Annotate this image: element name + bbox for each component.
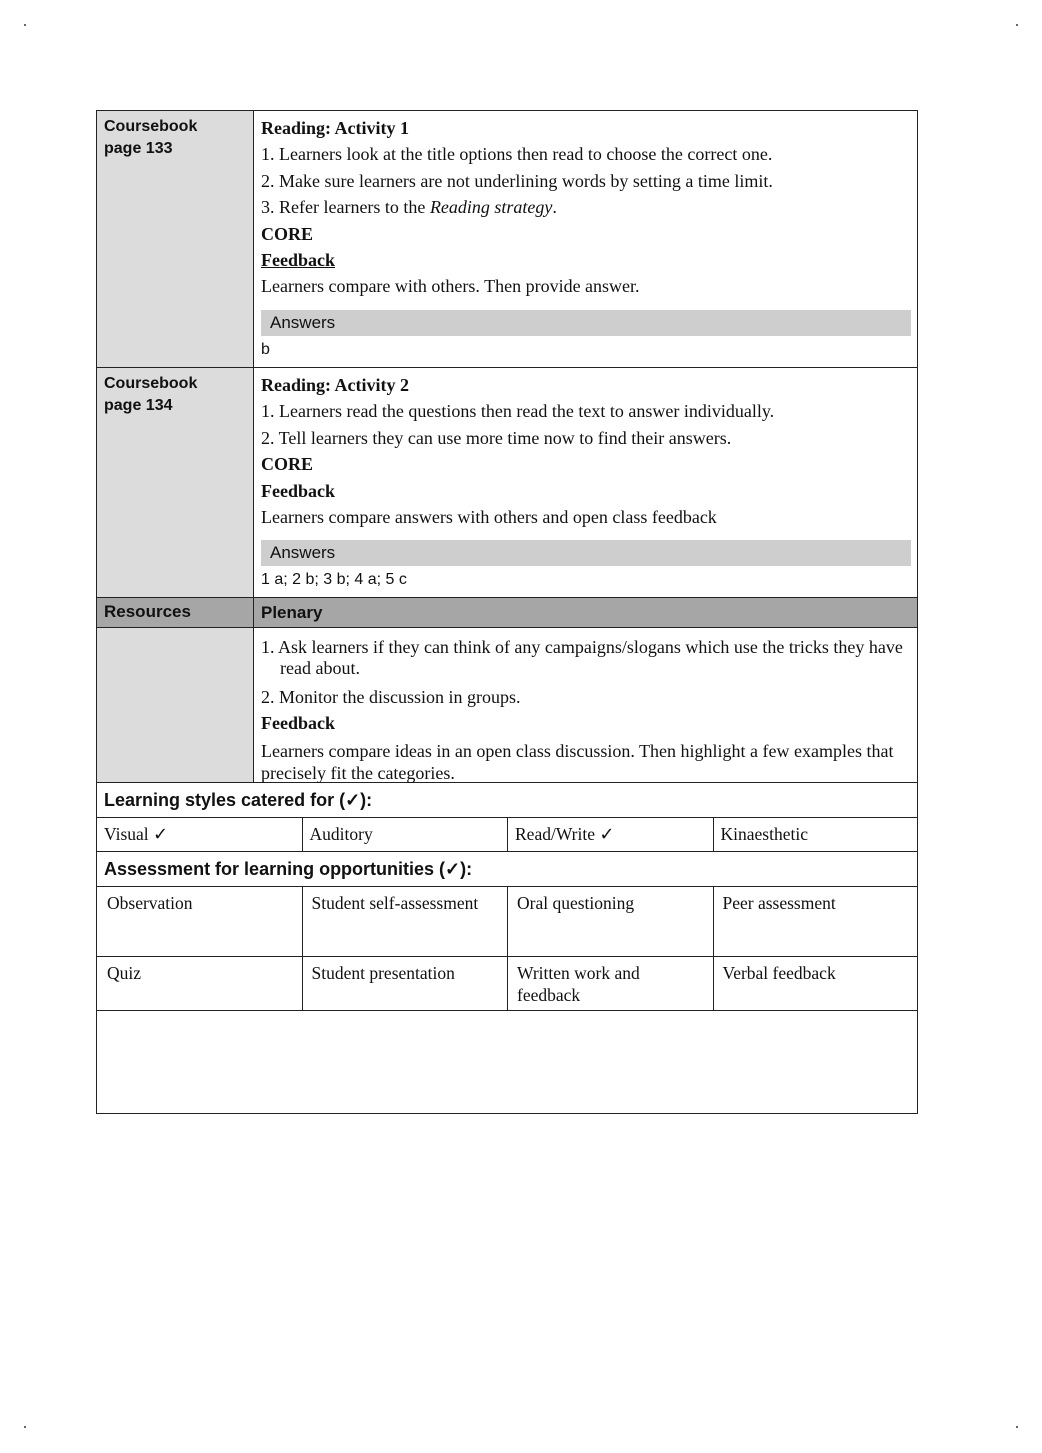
activity-1-content	[254, 111, 917, 367]
resource-page: page 133	[104, 140, 173, 157]
learning-styles-heading-row	[97, 783, 917, 818]
resource-line: Coursebook	[104, 375, 198, 392]
assessment-cell: Verbal feedback	[722, 963, 836, 983]
resource-page: page 134	[104, 397, 173, 414]
style-label: Kinaesthetic	[720, 824, 808, 844]
check-icon: ✓	[153, 824, 169, 845]
learning-style-visual	[97, 818, 303, 851]
plenary-resource-cell	[97, 628, 254, 782]
activity-title: Reading: Activity 2	[261, 375, 409, 395]
feedback-text: Learners compare with others. Then provide answer.	[261, 276, 640, 297]
plenary-header: Plenary	[254, 598, 917, 627]
core-label: CORE	[261, 454, 314, 475]
step-text: 3. Refer learners to the	[261, 197, 430, 218]
assessment-cell: Written work and feedback	[508, 957, 714, 1010]
feedback-label: Feedback	[261, 250, 335, 271]
core-label: CORE	[261, 223, 314, 244]
style-label: Auditory	[309, 824, 373, 844]
learning-styles-row	[97, 818, 917, 852]
corner-mark-bottom-left	[24, 1426, 26, 1428]
plenary-content	[254, 628, 917, 782]
answers-value: b	[261, 340, 270, 358]
assessment-cell: Student presentation	[303, 957, 509, 1010]
corner-mark-top-left	[24, 24, 26, 26]
plenary-header-row	[97, 598, 917, 628]
step-item: 2. Tell learners they can use more time now to find their answers.	[261, 427, 732, 448]
activity-2-content	[254, 368, 917, 597]
learning-style-read-write	[508, 818, 714, 851]
assessment-row-2	[97, 957, 917, 1011]
activity-2-row	[97, 368, 917, 598]
answers-header: Answers	[261, 540, 911, 566]
check-icon: ✓	[599, 824, 615, 845]
resource-line: Coursebook	[104, 118, 198, 135]
resources-header: Resources	[97, 598, 254, 627]
learning-style-kinaesthetic	[714, 818, 918, 851]
feedback-text: Learners compare ideas in an open class discussion. Then highlight a few examples that precisely fit the categories.	[261, 740, 894, 783]
style-label: Visual	[104, 824, 149, 844]
activity-title: Reading: Activity 1	[261, 118, 409, 138]
plenary-row	[97, 628, 917, 783]
answers-value: 1 a; 2 b; 3 b; 4 a; 5 c	[261, 571, 407, 589]
step-item	[261, 194, 911, 220]
corner-mark-bottom-right	[1016, 1426, 1018, 1428]
activity-1-resource	[97, 111, 254, 367]
assessment-cell: Peer assessment	[722, 893, 836, 913]
corner-mark-top-right	[1016, 24, 1018, 26]
assessment-heading-row	[97, 852, 917, 887]
assessment-cell: Oral questioning	[508, 887, 714, 956]
step-item: 1. Learners look at the title options then read to choose the correct one.	[261, 144, 773, 165]
assessment-row-1	[97, 887, 917, 957]
assessment-heading: Assessment for learning opportunities (✓):	[104, 859, 473, 879]
step-text: .	[552, 197, 557, 218]
step-item: 2. Make sure learners are not underlining words by setting a time limit.	[261, 170, 773, 191]
learning-styles-heading: Learning styles catered for (✓):	[104, 790, 373, 810]
step-italic: Reading strategy	[429, 197, 553, 218]
assessment-cell: Quiz	[97, 957, 303, 1010]
feedback-label: Feedback	[261, 480, 335, 501]
step-item: 1. Learners read the questions then read the text to answer individually.	[261, 401, 775, 422]
style-label: Read/Write	[515, 824, 595, 844]
assessment-cell: Observation	[97, 887, 303, 956]
step-item: 2. Monitor the discussion in groups.	[261, 687, 521, 707]
activity-1-row	[97, 111, 917, 368]
feedback-text: Learners compare answers with others and open class feedback	[261, 507, 717, 528]
answers-header: Answers	[261, 310, 911, 336]
lesson-plan-table	[96, 110, 918, 1114]
feedback-label: Feedback	[261, 713, 335, 734]
notes-area	[97, 1011, 917, 1113]
assessment-cell: Student self-assessment	[303, 887, 509, 956]
step-item: 1. Ask learners if they can think of any campaigns/slogans which use the tricks they have read about.	[261, 637, 903, 678]
learning-style-auditory	[303, 818, 509, 851]
activity-2-resource	[97, 368, 254, 597]
